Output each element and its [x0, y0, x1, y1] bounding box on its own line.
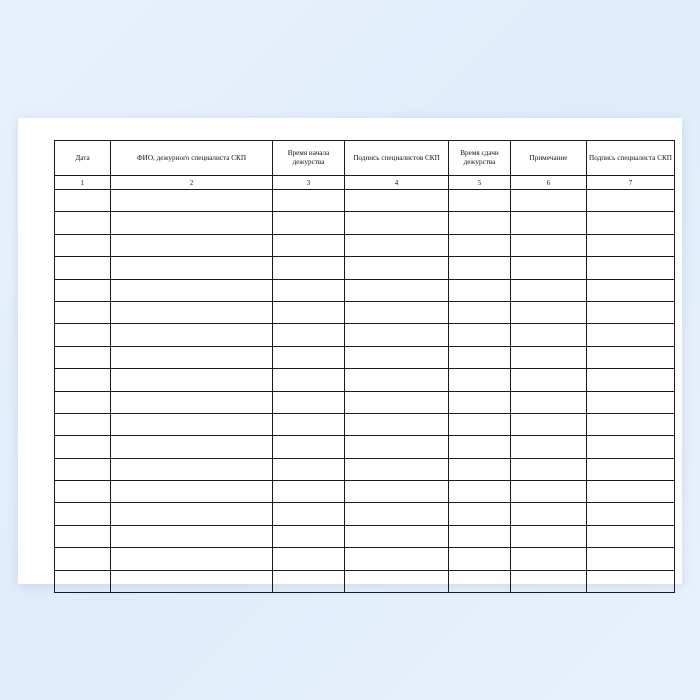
column-header-specialist-name: ФИО, дежурного специалиста СКП: [111, 141, 273, 176]
table-cell: [273, 257, 345, 279]
table-cell: [55, 190, 111, 212]
table-row: [55, 503, 675, 525]
table-cell: [449, 190, 511, 212]
table-row: [55, 234, 675, 256]
table-cell: [449, 481, 511, 503]
column-header-date: Дата: [55, 141, 111, 176]
table-cell: [587, 570, 675, 592]
table-cell: [449, 301, 511, 323]
table-cell: [111, 234, 273, 256]
table-cell: [111, 413, 273, 435]
table-cell: [273, 212, 345, 234]
table-row: [55, 212, 675, 234]
table-cell: [273, 391, 345, 413]
table-cell: [111, 525, 273, 547]
table-row: [55, 301, 675, 323]
table-cell: [449, 525, 511, 547]
table-cell: [511, 570, 587, 592]
table-cell: [273, 413, 345, 435]
table-cell: [273, 190, 345, 212]
table-cell: [273, 481, 345, 503]
table-cell: [55, 436, 111, 458]
table-cell: [511, 212, 587, 234]
table-cell: [111, 257, 273, 279]
table-row: [55, 279, 675, 301]
table-cell: [449, 212, 511, 234]
column-header-signature-start: Подпись специалистов СКП: [345, 141, 449, 176]
table-cell: [587, 212, 675, 234]
table-row: [55, 324, 675, 346]
table-cell: [587, 324, 675, 346]
table-cell: [111, 548, 273, 570]
table-cell: [587, 279, 675, 301]
table-header: [55, 141, 675, 190]
table-cell: [511, 257, 587, 279]
table-cell: [273, 369, 345, 391]
table-cell: [511, 279, 587, 301]
table-cell: [55, 212, 111, 234]
table-cell: [587, 391, 675, 413]
table-cell: [511, 503, 587, 525]
column-number-2: 2: [111, 176, 273, 190]
table-cell: [587, 301, 675, 323]
table-cell: [345, 503, 449, 525]
column-number-4: 4: [345, 176, 449, 190]
table-cell: [55, 346, 111, 368]
table-cell: [587, 436, 675, 458]
table-cell: [273, 548, 345, 570]
table-cell: [511, 324, 587, 346]
table-row: [55, 548, 675, 570]
table-cell: [345, 234, 449, 256]
table-cell: [273, 503, 345, 525]
table-cell: [345, 190, 449, 212]
table-cell: [587, 413, 675, 435]
table-cell: [345, 391, 449, 413]
table-cell: [273, 279, 345, 301]
table-cell: [111, 279, 273, 301]
table-column-number-row: [55, 176, 675, 190]
table-row: [55, 369, 675, 391]
duty-log-table: [54, 140, 675, 593]
column-number-3: 3: [273, 176, 345, 190]
table-row: [55, 525, 675, 547]
table-cell: [511, 413, 587, 435]
table-cell: [55, 413, 111, 435]
table-cell: [587, 346, 675, 368]
table-cell: [587, 234, 675, 256]
table-cell: [273, 301, 345, 323]
table-cell: [273, 234, 345, 256]
table-row: [55, 458, 675, 480]
column-number-6: 6: [511, 176, 587, 190]
table-cell: [511, 525, 587, 547]
table-cell: [345, 301, 449, 323]
table-cell: [587, 369, 675, 391]
table-cell: [55, 369, 111, 391]
table-cell: [55, 301, 111, 323]
table-cell: [449, 346, 511, 368]
table-cell: [111, 391, 273, 413]
table-container: [54, 140, 672, 593]
table-cell: [449, 391, 511, 413]
table-cell: [449, 503, 511, 525]
table-cell: [587, 548, 675, 570]
table-cell: [55, 525, 111, 547]
table-row: [55, 413, 675, 435]
table-cell: [345, 279, 449, 301]
column-number-5: 5: [449, 176, 511, 190]
table-row: [55, 346, 675, 368]
table-cell: [449, 234, 511, 256]
table-cell: [511, 391, 587, 413]
table-cell: [273, 324, 345, 346]
column-number-1: 1: [55, 176, 111, 190]
table-cell: [511, 190, 587, 212]
table-cell: [111, 458, 273, 480]
table-row: [55, 570, 675, 592]
table-cell: [449, 279, 511, 301]
table-cell: [55, 481, 111, 503]
table-cell: [55, 279, 111, 301]
table-row: [55, 481, 675, 503]
table-cell: [587, 257, 675, 279]
table-cell: [345, 257, 449, 279]
table-cell: [345, 458, 449, 480]
table-cell: [111, 301, 273, 323]
table-cell: [111, 346, 273, 368]
table-cell: [345, 324, 449, 346]
table-cell: [55, 570, 111, 592]
table-cell: [511, 458, 587, 480]
table-cell: [345, 525, 449, 547]
table-cell: [273, 570, 345, 592]
table-cell: [345, 436, 449, 458]
table-cell: [511, 369, 587, 391]
table-cell: [111, 212, 273, 234]
table-row: [55, 257, 675, 279]
column-header-note: Примечание: [511, 141, 587, 176]
table-cell: [587, 503, 675, 525]
table-cell: [449, 548, 511, 570]
table-cell: [345, 413, 449, 435]
table-cell: [345, 570, 449, 592]
table-cell: [345, 212, 449, 234]
table-cell: [273, 525, 345, 547]
table-cell: [273, 436, 345, 458]
table-cell: [345, 346, 449, 368]
table-cell: [449, 436, 511, 458]
table-cell: [111, 481, 273, 503]
table-cell: [511, 481, 587, 503]
table-cell: [55, 391, 111, 413]
table-cell: [273, 458, 345, 480]
table-cell: [587, 525, 675, 547]
table-cell: [587, 190, 675, 212]
table-header-row: [55, 141, 675, 176]
table-cell: [55, 458, 111, 480]
table-cell: [55, 503, 111, 525]
table-cell: [111, 190, 273, 212]
table-cell: [511, 234, 587, 256]
column-header-shift-end-time: Время сдачи дежурства: [449, 141, 511, 176]
table-cell: [511, 346, 587, 368]
table-cell: [55, 234, 111, 256]
table-cell: [345, 548, 449, 570]
table-cell: [55, 257, 111, 279]
table-cell: [587, 481, 675, 503]
table-cell: [449, 413, 511, 435]
table-cell: [111, 324, 273, 346]
document-sheet: [18, 118, 682, 584]
table-cell: [55, 548, 111, 570]
table-row: [55, 436, 675, 458]
table-cell: [511, 436, 587, 458]
column-header-shift-start-time: Время начала дежурства: [273, 141, 345, 176]
table-cell: [111, 369, 273, 391]
table-cell: [55, 324, 111, 346]
table-cell: [511, 548, 587, 570]
table-cell: [449, 324, 511, 346]
table-cell: [587, 458, 675, 480]
table-cell: [111, 503, 273, 525]
table-cell: [449, 369, 511, 391]
column-header-signature-end: Подпись специалиста СКП: [587, 141, 675, 176]
table-cell: [345, 481, 449, 503]
table-cell: [449, 458, 511, 480]
table-cell: [273, 346, 345, 368]
table-cell: [449, 570, 511, 592]
table-cell: [345, 369, 449, 391]
table-cell: [511, 301, 587, 323]
table-row: [55, 190, 675, 212]
table-cell: [111, 436, 273, 458]
table-cell: [449, 257, 511, 279]
table-cell: [111, 570, 273, 592]
table-row: [55, 391, 675, 413]
table-body: [55, 190, 675, 593]
column-number-7: 7: [587, 176, 675, 190]
